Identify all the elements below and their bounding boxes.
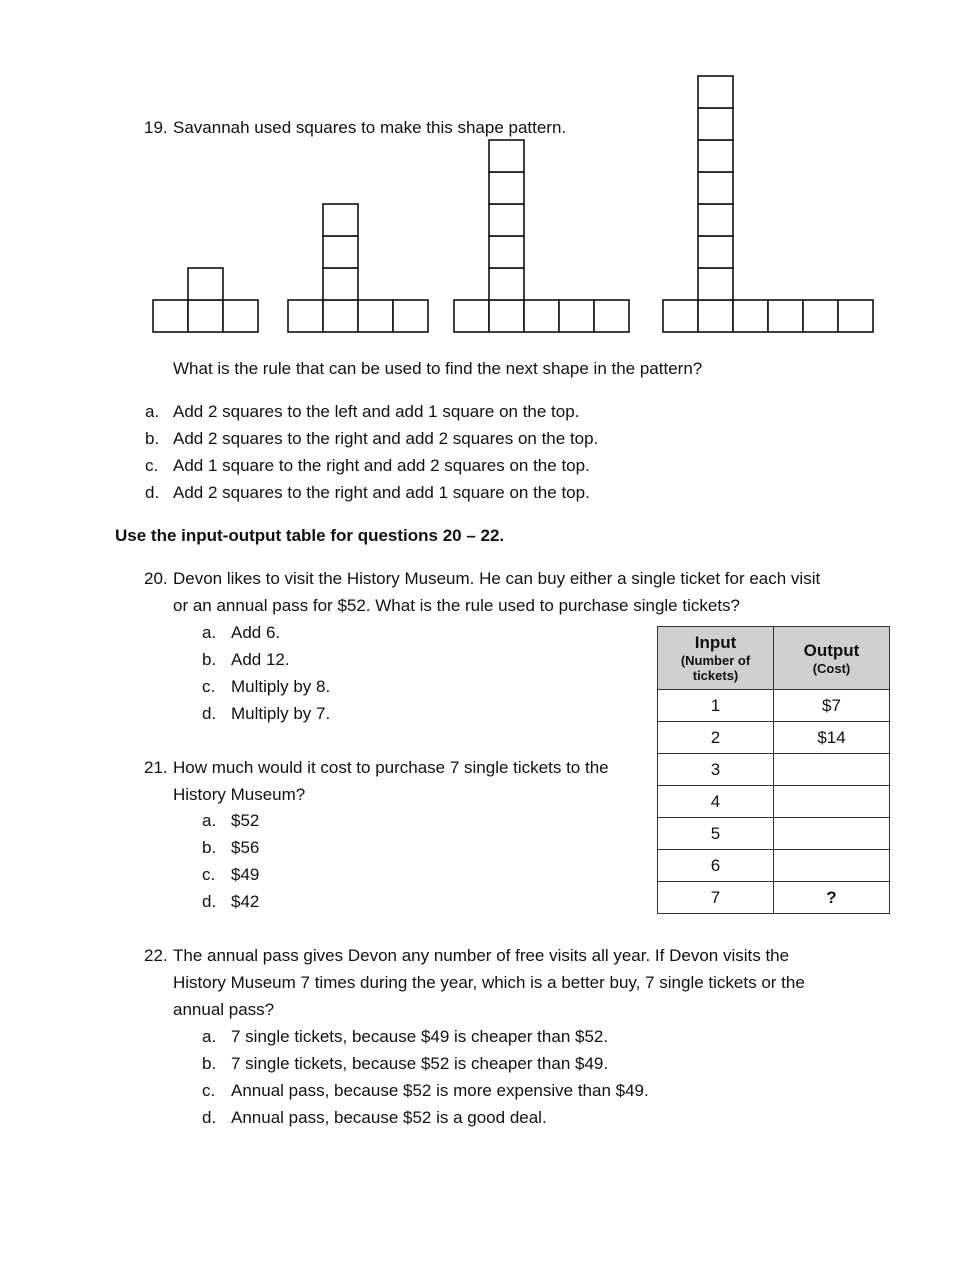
- output-cell: [774, 786, 890, 818]
- q22-option-c[interactable]: Annual pass, because $52 is more expensive than $49.: [231, 1081, 649, 1100]
- q19-text: Savannah used squares to make this shape pattern.: [173, 118, 567, 137]
- table-row: [658, 690, 890, 722]
- q20-line2: or an annual pass for $52. What is the rule used to purchase single tickets?: [173, 596, 740, 615]
- input-header-cell: [658, 627, 774, 690]
- q21-option-d[interactable]: $42: [231, 892, 260, 911]
- q20-option-d[interactable]: Multiply by 7.: [231, 704, 331, 723]
- q19-option-b-letter: b.: [145, 429, 160, 448]
- column-square: [698, 76, 733, 108]
- table-row: [658, 786, 890, 818]
- pattern-shape-3: [454, 140, 629, 332]
- q21-line1: How much would it cost to purchase 7 single tickets to the: [173, 758, 609, 777]
- q21-option-b[interactable]: $56: [231, 838, 260, 857]
- q22-option-a[interactable]: 7 single tickets, because $49 is cheaper than $52.: [231, 1027, 609, 1046]
- column-square: [489, 236, 524, 268]
- column-square: [188, 268, 223, 300]
- column-square: [698, 140, 733, 172]
- input-output-table: [657, 626, 890, 914]
- output-cell: [774, 818, 890, 850]
- table-row: [658, 722, 890, 754]
- q22-line1: The annual pass gives Devon any number of free visits all year. If Devon visits the: [173, 946, 790, 965]
- column-square: [489, 268, 524, 300]
- q19-option-c-letter: c.: [145, 456, 159, 475]
- q22-option-d[interactable]: Annual pass, because $52 is a good deal.: [231, 1108, 547, 1127]
- q19-option-b[interactable]: Add 2 squares to the right and add 2 squares on the top.: [173, 429, 599, 448]
- bottom-square: [489, 300, 524, 332]
- q20-option-c[interactable]: Multiply by 8.: [231, 677, 331, 696]
- q19-option-c[interactable]: Add 1 square to the right and add 2 squares on the top.: [173, 456, 590, 475]
- output-header: Output: [803, 640, 860, 660]
- bottom-square: [698, 300, 733, 332]
- bottom-square: [393, 300, 428, 332]
- pattern-shape-4: [663, 76, 873, 332]
- output-cell: ?: [774, 882, 890, 914]
- bottom-square: [524, 300, 559, 332]
- input-cell: 3: [658, 754, 774, 786]
- square-pattern-figure: [0, 0, 979, 340]
- q19-option-a-letter: a.: [145, 402, 160, 421]
- q21-option-c[interactable]: $49: [231, 865, 260, 884]
- bottom-square: [559, 300, 594, 332]
- q19-number: 19.: [144, 118, 168, 137]
- bottom-square: [358, 300, 393, 332]
- input-cell: 5: [658, 818, 774, 850]
- column-square: [698, 204, 733, 236]
- table-instruction: Use the input-output table for questions 20 – 22.: [115, 526, 505, 545]
- bottom-square: [803, 300, 838, 332]
- q22-option-c-letter: c.: [202, 1081, 216, 1100]
- table-row: [658, 850, 890, 882]
- q20-option-a-letter: a.: [202, 623, 217, 642]
- q22-number: 22.: [144, 946, 168, 965]
- pattern-shape-2: [288, 204, 428, 332]
- column-square: [323, 204, 358, 236]
- column-square: [698, 172, 733, 204]
- output-cell: [774, 754, 890, 786]
- output-subheader: (Cost): [812, 660, 851, 676]
- q20-option-c-letter: c.: [202, 677, 216, 696]
- q21-option-d-letter: d.: [202, 892, 217, 911]
- q21-option-c-letter: c.: [202, 865, 216, 884]
- column-square: [698, 236, 733, 268]
- column-square: [489, 204, 524, 236]
- output-cell: $7: [774, 690, 890, 722]
- bottom-square: [188, 300, 223, 332]
- q19-option-a[interactable]: Add 2 squares to the left and add 1 square on the top.: [173, 402, 580, 421]
- column-square: [323, 236, 358, 268]
- input-cell: 4: [658, 786, 774, 818]
- q20-line1: Devon likes to visit the History Museum. He can buy either a single ticket for each visit: [173, 569, 821, 588]
- table-header-row: [658, 627, 890, 690]
- q19-prompt: What is the rule that can be used to find the next shape in the pattern?: [173, 359, 703, 378]
- q19-option-d[interactable]: Add 2 squares to the right and add 1 square on the top.: [173, 483, 590, 502]
- pattern-shape-1: [153, 268, 258, 332]
- q20-option-b-letter: b.: [202, 650, 217, 669]
- q22-option-a-letter: a.: [202, 1027, 217, 1046]
- input-cell: 1: [658, 690, 774, 722]
- q20-option-d-letter: d.: [202, 704, 217, 723]
- bottom-square: [153, 300, 188, 332]
- bottom-square: [838, 300, 873, 332]
- q22-option-b-letter: b.: [202, 1054, 217, 1073]
- table-row: [658, 754, 890, 786]
- column-square: [698, 108, 733, 140]
- bottom-square: [223, 300, 258, 332]
- q20-option-a[interactable]: Add 6.: [231, 623, 281, 642]
- output-cell: [774, 850, 890, 882]
- q20-number: 20.: [144, 569, 168, 588]
- bottom-square: [323, 300, 358, 332]
- q21-number: 21.: [144, 758, 168, 777]
- table-row: [658, 818, 890, 850]
- q21-line2: History Museum?: [173, 785, 306, 804]
- q22-line3: annual pass?: [173, 1000, 275, 1019]
- column-square: [489, 140, 524, 172]
- bottom-square: [733, 300, 768, 332]
- input-cell: 2: [658, 722, 774, 754]
- table-row: [658, 882, 890, 914]
- bottom-square: [288, 300, 323, 332]
- input-subheader: (Number of tickets): [680, 653, 751, 683]
- input-header: Input: [694, 633, 737, 652]
- output-header-cell: [774, 627, 890, 690]
- q22-option-d-letter: d.: [202, 1108, 217, 1127]
- q19-option-d-letter: d.: [145, 483, 160, 502]
- q21-option-a[interactable]: $52: [231, 811, 260, 830]
- q22-option-b[interactable]: 7 single tickets, because $52 is cheaper than $49.: [231, 1054, 609, 1073]
- bottom-square: [768, 300, 803, 332]
- q22-line2: History Museum 7 times during the year, which is a better buy, 7 single tickets or the: [173, 973, 805, 992]
- input-cell: 6: [658, 850, 774, 882]
- column-square: [323, 268, 358, 300]
- q21-option-a-letter: a.: [202, 811, 217, 830]
- bottom-square: [594, 300, 629, 332]
- q21-option-b-letter: b.: [202, 838, 217, 857]
- column-square: [698, 268, 733, 300]
- bottom-square: [454, 300, 489, 332]
- q20-option-b[interactable]: Add 12.: [231, 650, 290, 669]
- bottom-square: [663, 300, 698, 332]
- output-cell: $14: [774, 722, 890, 754]
- column-square: [489, 172, 524, 204]
- input-cell: 7: [658, 882, 774, 914]
